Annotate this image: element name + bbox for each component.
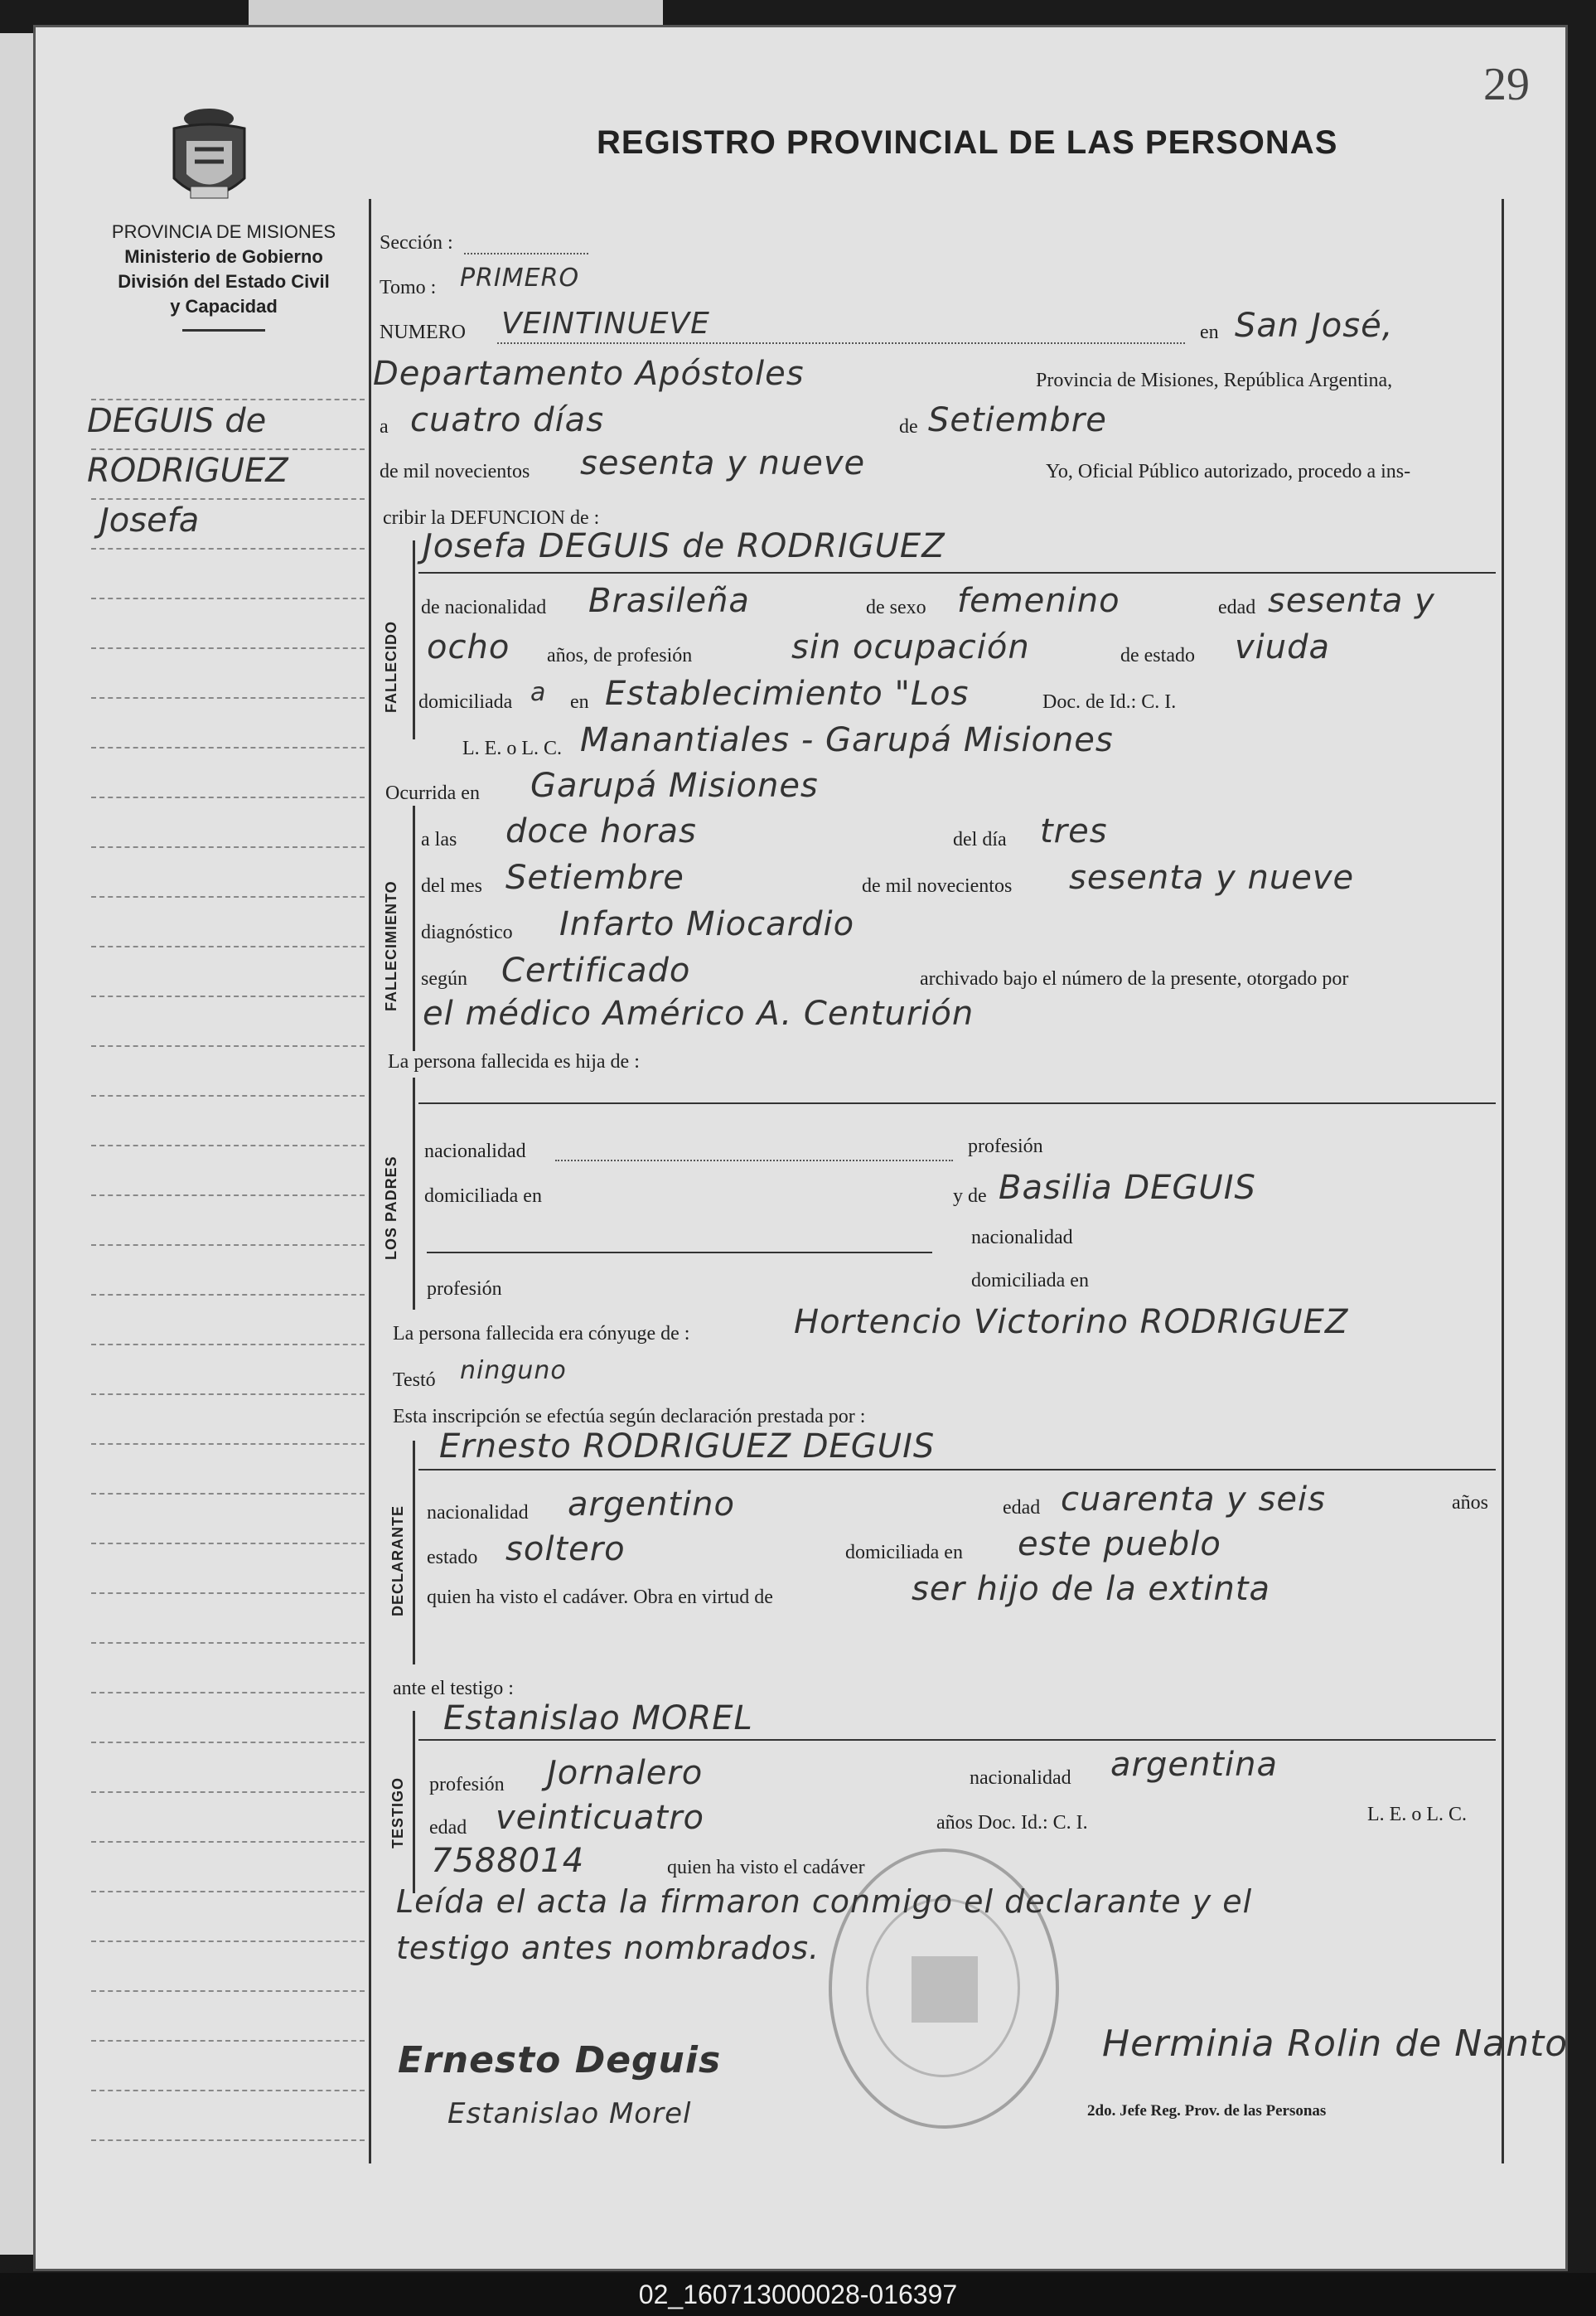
value-test-ci: 7588014	[431, 1842, 585, 1880]
margin-ruling	[91, 1343, 365, 1345]
margin-ruling	[91, 1194, 365, 1196]
value-diagnostico: Infarto Miocardio	[559, 905, 855, 943]
label-a: a	[380, 416, 389, 438]
margin-ruling	[91, 945, 365, 947]
dotted-line	[464, 252, 588, 254]
margin-ruling	[91, 1890, 365, 1892]
side-label-fallecimiento: FALLECIMIENTO	[383, 880, 399, 1011]
margin-ruling	[91, 547, 365, 550]
value-decl-edad: cuarenta y seis	[1061, 1480, 1326, 1519]
value-madre: Basilia DEGUIS	[999, 1169, 1256, 1207]
page-number: 29	[1483, 59, 1530, 110]
section-bracket	[413, 806, 415, 1051]
field-rule	[418, 1102, 1496, 1104]
institution-rule	[182, 329, 265, 332]
column-divider-right	[1502, 199, 1504, 2163]
margin-ruling	[91, 895, 365, 898]
margin-ruling	[91, 448, 365, 450]
value-hora: doce horas	[505, 812, 697, 850]
label-sexo: de sexo	[866, 597, 926, 618]
label-madre-domicilio: domiciliada en	[971, 1270, 1089, 1291]
label-tomo: Tomo :	[380, 277, 437, 298]
label-quien-cadaver: quien ha visto el cadáver. Obra en virtud de	[427, 1587, 773, 1608]
label-decl-domicilio: domiciliada en	[845, 1542, 963, 1563]
value-decl-nacionalidad: argentino	[568, 1485, 735, 1524]
side-label-testigo: TESTIGO	[389, 1776, 406, 1848]
margin-ruling	[91, 1940, 365, 1942]
label-y-de: y de	[953, 1185, 987, 1207]
margin-ruling	[91, 597, 365, 599]
margin-ruling	[91, 746, 365, 749]
label-en-domicilio: en	[570, 691, 589, 713]
margin-ruling	[91, 1840, 365, 1843]
label-domiciliada: domiciliada	[418, 691, 513, 713]
label-test-doc: años Doc. Id.: C. I.	[936, 1812, 1088, 1834]
section-bracket	[413, 1078, 415, 1310]
margin-ruling	[91, 1641, 365, 1644]
label-le-lc: L. E. o L. C.	[462, 738, 562, 759]
value-medico: el médico Américo A. Centurión	[423, 995, 975, 1033]
register-title: REGISTRO PROVINCIAL DE LAS PERSONAS	[597, 124, 1338, 161]
label-edad: edad	[1218, 597, 1256, 618]
dotted-line	[497, 342, 1185, 344]
value-departamento: Departamento Apóstoles	[373, 355, 805, 393]
value-domicilio-sufijo: a	[530, 678, 547, 707]
label-quien-cadaver-2: quien ha visto el cadáver	[667, 1857, 865, 1878]
value-mes-fallec: Setiembre	[505, 859, 684, 897]
label-ocurrida: Ocurrida en	[385, 782, 480, 804]
value-numero: VEINTINUEVE	[501, 307, 710, 341]
margin-ruling	[91, 1442, 365, 1445]
label-test-nacionalidad: nacionalidad	[970, 1767, 1071, 1789]
value-estado: viuda	[1235, 628, 1331, 666]
value-testo: ninguno	[460, 1356, 567, 1385]
value-testigo: Estanislao MOREL	[443, 1699, 753, 1737]
margin-ruling	[91, 398, 365, 400]
signature-oficial: Herminia Rolin de Nanto	[1102, 2023, 1569, 2065]
value-test-profesion: Jornalero	[547, 1754, 704, 1792]
margin-ruling	[91, 1243, 365, 1246]
institution-block	[83, 220, 365, 332]
label-padre-domicilio: domiciliada en	[424, 1185, 542, 1207]
label-madre-nacionalidad: nacionalidad	[971, 1227, 1073, 1248]
institution-capacity: y Capacidad	[170, 296, 278, 317]
value-edad-2: ocho	[427, 628, 510, 666]
value-decl-virtud: ser hijo de la extinta	[912, 1570, 1271, 1608]
value-profesion: sin ocupación	[791, 628, 1030, 666]
margin-ruling	[91, 1989, 365, 1992]
label-de: de	[899, 416, 918, 438]
margin-ruling	[91, 1790, 365, 1793]
margin-ruling	[91, 1542, 365, 1544]
institution-division: División del Estado Civil	[118, 271, 330, 292]
label-test-profesion: profesión	[429, 1774, 505, 1795]
label-de-mil-nov: de mil novecientos	[862, 875, 1013, 897]
side-label-padres: LOS PADRES	[383, 1156, 399, 1260]
side-label-fallecido: FALLECIDO	[383, 621, 399, 713]
value-mes: Setiembre	[928, 401, 1107, 439]
value-sexo: femenino	[957, 582, 1120, 620]
provincial-crest-icon	[162, 104, 257, 211]
field-rule	[427, 1252, 932, 1253]
label-provincia: Provincia de Misiones, República Argentina,	[1036, 370, 1393, 391]
margin-ruling	[91, 2139, 365, 2141]
label-decl-estado: estado	[427, 1547, 478, 1568]
label-numero: NUMERO	[380, 322, 467, 343]
label-diagnostico: diagnóstico	[421, 922, 513, 943]
label-oficial: Yo, Oficial Público autorizado, procedo a ins-	[1046, 461, 1411, 482]
signature-declarante: Ernesto Deguis	[398, 2039, 722, 2081]
margin-ruling	[91, 647, 365, 649]
value-dia-fallec: tres	[1040, 812, 1108, 850]
value-nacionalidad: Brasileña	[588, 582, 750, 620]
value-test-nacionalidad: argentina	[1110, 1746, 1278, 1784]
value-edad-1: sesenta y	[1268, 582, 1435, 620]
label-decl-anos: años	[1452, 1492, 1488, 1514]
margin-ruling	[91, 1094, 365, 1097]
label-del-mes: del mes	[421, 875, 482, 897]
label-hija-de: La persona fallecida es hija de :	[388, 1051, 640, 1073]
label-ante-testigo: ante el testigo :	[393, 1678, 514, 1699]
label-inscripcion: Esta inscripción se efectúa según declaración prestada por :	[393, 1406, 866, 1427]
margin-ruling	[91, 1492, 365, 1495]
margin-ruling	[91, 1144, 365, 1146]
margin-second-surname: RODRIGUEZ	[87, 452, 288, 490]
margin-ruling	[91, 845, 365, 848]
institution-province: PROVINCIA DE MISIONES	[111, 221, 336, 242]
label-test-le-lc: L. E. o L. C.	[1367, 1804, 1467, 1825]
value-domicilio-2: Manantiales - Garupá Misiones	[580, 721, 1114, 759]
section-bracket	[413, 540, 415, 739]
value-cierre-2: testigo antes nombrados.	[396, 1930, 820, 1966]
label-test-edad: edad	[429, 1817, 467, 1839]
label-padre-profesion: profesión	[968, 1136, 1043, 1157]
section-bracket	[413, 1441, 415, 1664]
label-estado: de estado	[1120, 645, 1195, 666]
label-doc-id: Doc. de Id.: C. I.	[1042, 691, 1177, 713]
label-seccion: Sección :	[380, 232, 453, 254]
field-rule	[418, 1469, 1496, 1471]
margin-surname: DEGUIS de	[87, 402, 267, 440]
dotted-line	[555, 1159, 953, 1161]
label-a-las: a las	[421, 829, 457, 850]
label-testo: Testó	[393, 1369, 436, 1391]
column-divider-left	[369, 199, 371, 2163]
image-caption: 02_160713000028-016397	[0, 2273, 1596, 2316]
value-declarante: Ernesto RODRIGUEZ DEGUIS	[439, 1427, 936, 1466]
institution-ministry: Ministerio de Gobierno	[124, 246, 323, 267]
margin-ruling	[91, 497, 365, 500]
side-label-declarante: DECLARANTE	[389, 1505, 406, 1616]
value-decl-domicilio: este pueblo	[1018, 1525, 1221, 1563]
label-del-dia: del día	[953, 829, 1007, 850]
margin-ruling	[91, 1044, 365, 1047]
margin-ruling	[91, 1592, 365, 1594]
value-dia: cuatro días	[410, 401, 605, 439]
value-cierre-1: Leída el acta la firmaron conmigo el declarante y el	[396, 1883, 1253, 1920]
label-nacionalidad: de nacionalidad	[421, 597, 547, 618]
margin-ruling	[91, 2039, 365, 2042]
label-decl-nacionalidad: nacionalidad	[427, 1502, 529, 1524]
value-nombre: Josefa DEGUIS de RODRIGUEZ	[423, 527, 946, 565]
margin-ruling	[91, 995, 365, 997]
label-archivado: archivado bajo el número de la presente, otorgado por	[920, 968, 1349, 990]
field-rule	[418, 1739, 1496, 1741]
margin-ruling	[91, 1691, 365, 1693]
value-segun: Certificado	[501, 952, 691, 990]
signature-testigo: Estanislao Morel	[447, 2097, 692, 2130]
margin-ruling	[91, 1393, 365, 1395]
label-de-mil: de mil novecientos	[380, 461, 530, 482]
section-bracket	[413, 1711, 415, 1893]
official-seal-emblem-icon	[912, 1956, 978, 2023]
margin-given-name: Josefa	[99, 501, 200, 540]
label-decl-edad: edad	[1003, 1497, 1041, 1519]
margin-ruling	[91, 696, 365, 699]
label-en: en	[1200, 322, 1219, 343]
label-cribir: cribir la DEFUNCION de :	[383, 507, 600, 529]
value-lugar: San José,	[1235, 307, 1394, 345]
value-domicilio-1: Establecimiento "Los	[605, 675, 970, 713]
label-madre-profesion: profesión	[427, 1278, 502, 1300]
margin-ruling	[91, 1741, 365, 1743]
value-anio: sesenta y nueve	[580, 444, 866, 482]
label-segun: según	[421, 968, 467, 990]
value-decl-estado: soltero	[505, 1530, 626, 1568]
value-test-edad: veinticuatro	[496, 1799, 704, 1837]
value-tomo: PRIMERO	[460, 264, 580, 293]
value-ocurrida: Garupá Misiones	[530, 767, 819, 805]
label-cargo-oficial: 2do. Jefe Reg. Prov. de las Personas	[1087, 2102, 1327, 2120]
label-conyuge: La persona fallecida era cónyuge de :	[393, 1323, 690, 1345]
label-padre-nacionalidad: nacionalidad	[424, 1141, 526, 1162]
margin-ruling	[91, 1293, 365, 1296]
value-anio-fallec: sesenta y nueve	[1069, 859, 1355, 897]
value-conyuge: Hortencio Victorino RODRIGUEZ	[794, 1303, 1349, 1341]
margin-ruling	[91, 2089, 365, 2091]
label-anos-profesion: años, de profesión	[547, 645, 693, 666]
margin-ruling	[91, 796, 365, 798]
field-rule	[418, 572, 1496, 574]
